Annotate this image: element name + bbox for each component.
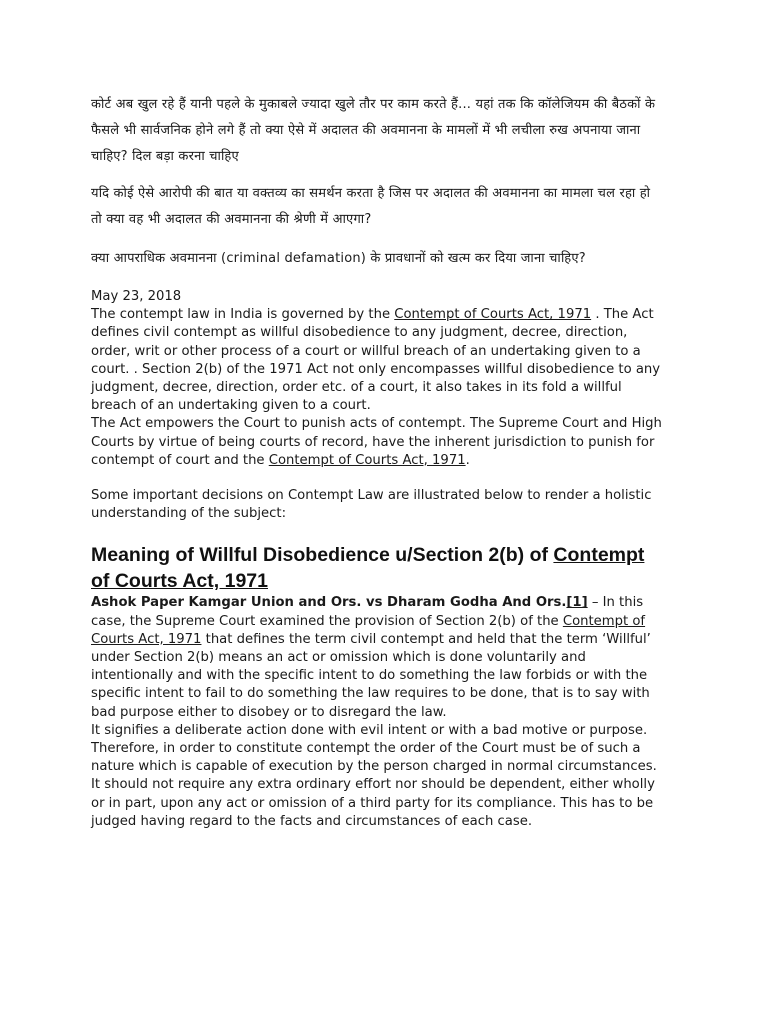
case-text: – In this case, the Supreme Court examined the provision of Section 2(b) of the	[91, 595, 644, 629]
heading-act-link[interactable]: Contempt of Courts Act, 1971	[91, 544, 645, 593]
intro-text: .	[465, 452, 470, 468]
intro-paragraph-1	[91, 306, 663, 415]
case-paragraph-2: It signifies a deliberate action done with evil intent or with a bad motive or purpose. Therefore, in order to constitute contempt the order of the Court must be of such a nature which is capable of execution by the person charged in normal circumstances. It should not require any extra ordinary effort nor should be dependent, either wholly or in part, upon any act or omission of a third party for its compliance. This has to be judged having regard to the facts and circumstances of each case.	[91, 722, 657, 829]
hindi-paragraph-3: क्या आपराधिक अवमानना (criminal defamation) के प्रावधानों को खत्म कर दिया जाना चाहिए?	[91, 251, 586, 266]
act-link[interactable]: Contempt of Courts Act, 1971	[394, 307, 592, 323]
act-link[interactable]: Contempt of Courts Act, 1971	[91, 613, 646, 647]
publish-date: May 23, 2018	[91, 289, 182, 304]
document-page	[91, 92, 663, 831]
case-paragraph-1	[91, 594, 663, 721]
intro-text: The contempt law in India is governed by the	[91, 307, 395, 323]
footnote-ref-link[interactable]: [1]	[566, 595, 588, 611]
case-title: Ashok Paper Kamgar Union and Ors. vs Dharam Godha And Ors.	[91, 595, 567, 611]
act-link[interactable]: Contempt of Courts Act, 1971	[268, 452, 466, 468]
case-text: that defines the term civil contempt and held that the term ‘Willful’ under Section 2(b) means an act or omission which is done voluntarily and intentionally and with the specific intent to do something the law forbids or with the specific intent to fail to do something the law requires to be done, that is to say with bad purpose either to disobey or to disregard the law.	[91, 631, 651, 720]
decisions-intro: Some important decisions on Contempt Law are illustrated below to render a holistic understanding of the subject:	[91, 488, 652, 522]
intro-text: . The Act defines civil contempt as willful disobedience to any judgment, decree, direction, order, writ or other process of a court or willful breach of an undertaking given to a court. . Section 2(b) of the 1971 Act not only encompasses willful disobedience to any judgment, decree, direction, order etc. of a court, it also takes in its fold a willful breach of an undertaking given to a court.	[91, 307, 661, 414]
section-heading	[91, 542, 663, 594]
heading-text: Meaning of Willful Disobedience u/Section 2(b) of	[91, 544, 554, 567]
hindi-paragraph-1: कोर्ट अब खुल रहे हैं यानी पहले के मुकाबले ज्यादा खुले तौर पर काम करते हैं... यहां तक कि कॉलेजियम की बैठकों के फैसले भी सार्वजनिक होने लगे हैं तो क्या ऐसे में अदालत की अवमानना के मामलों में भी लचीला रुख अपनाया जाना चाहिए? दिल बड़ा करना चाहिए	[91, 97, 656, 164]
intro-paragraph-2	[91, 415, 663, 470]
intro-text: The Act empowers the Court to punish acts of contempt. The Supreme Court and High Courts by virtue of being courts of record, have the inherent jurisdiction to punish for contempt of court and the	[91, 416, 662, 468]
hindi-paragraph-2: यदि कोई ऐसे आरोपी की बात या वक्तव्य का समर्थन करता है जिस पर अदालत की अवमानना का मामला चल रहा हो तो क्या वह भी अदालत की अवमानना की श्रेणी में आएगा?	[91, 186, 651, 227]
